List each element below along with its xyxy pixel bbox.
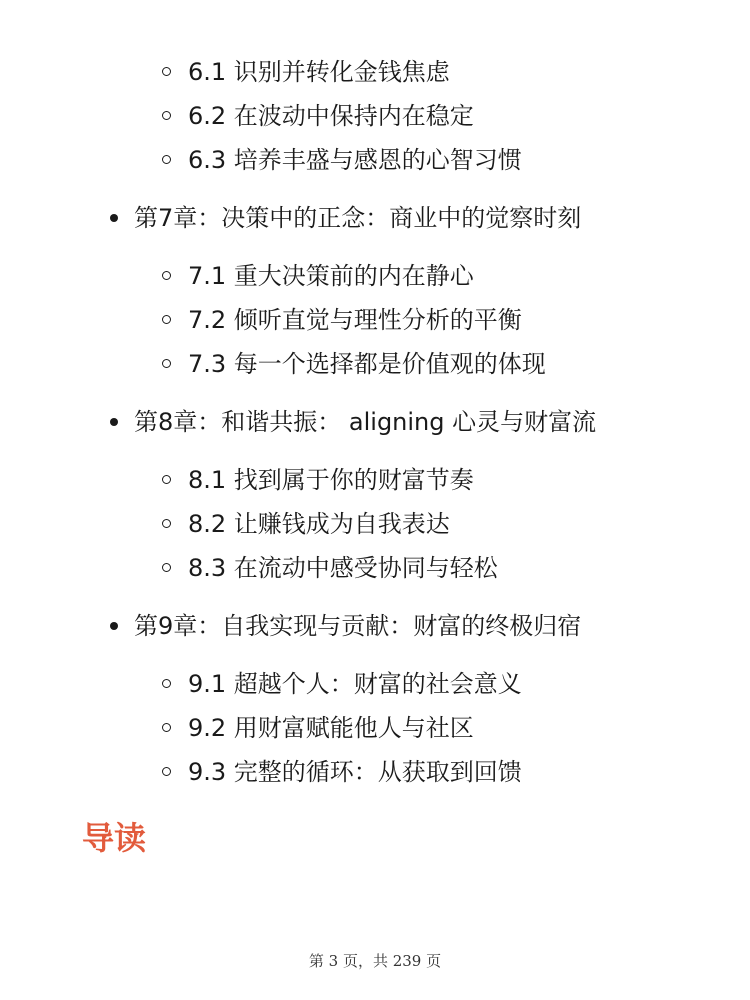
toc-subitem[interactable] (0, 298, 750, 342)
hollow-circle-bullet-icon (162, 315, 171, 324)
toc-section-9 (0, 604, 750, 794)
hollow-circle-bullet-icon (162, 271, 171, 280)
toc-chapter-item[interactable] (0, 604, 750, 648)
filled-dot-bullet-icon (110, 622, 118, 630)
toc-subitem-label: 7.1 重大决策前的内在静心 (188, 262, 474, 290)
toc-subitem[interactable] (0, 662, 750, 706)
toc-subitem-label: 9.3 完整的循环：从获取到回馈 (188, 758, 522, 786)
toc-chapter-label: 第9章：自我实现与贡献：财富的终极归宿 (134, 612, 582, 640)
table-of-contents (0, 50, 750, 794)
toc-subitem[interactable] (0, 254, 750, 298)
toc-chapter-label: 第7章：决策中的正念：商业中的觉察时刻 (134, 204, 582, 232)
toc-subitem-label: 8.1 找到属于你的财富节奏 (188, 466, 474, 494)
toc-subitem[interactable] (0, 546, 750, 590)
toc-subitem[interactable] (0, 342, 750, 386)
toc-subitem-label: 9.2 用财富赋能他人与社区 (188, 714, 474, 742)
toc-subitem-label: 8.3 在流动中感受协同与轻松 (188, 554, 498, 582)
toc-chapter-item[interactable] (0, 400, 750, 444)
toc-subitem[interactable] (0, 458, 750, 502)
toc-subitem[interactable] (0, 94, 750, 138)
hollow-circle-bullet-icon (162, 679, 171, 688)
toc-subitem-label: 6.1 识别并转化金钱焦虑 (188, 58, 450, 86)
hollow-circle-bullet-icon (162, 563, 171, 572)
toc-subitem[interactable] (0, 750, 750, 794)
toc-subitem-label: 6.3 培养丰盛与感恩的心智习惯 (188, 146, 522, 174)
hollow-circle-bullet-icon (162, 359, 171, 368)
toc-subitem-label: 9.1 超越个人：财富的社会意义 (188, 670, 522, 698)
toc-subitem[interactable] (0, 138, 750, 182)
toc-section-8 (0, 400, 750, 590)
toc-subitem-label: 7.2 倾听直觉与理性分析的平衡 (188, 306, 522, 334)
section-heading: 导读 (82, 819, 147, 857)
toc-chapter-item[interactable] (0, 196, 750, 240)
toc-subitem[interactable] (0, 706, 750, 750)
hollow-circle-bullet-icon (162, 767, 171, 776)
toc-section-6 (0, 50, 750, 182)
toc-subitem[interactable] (0, 50, 750, 94)
toc-subitem[interactable] (0, 502, 750, 546)
hollow-circle-bullet-icon (162, 111, 171, 120)
toc-subitem-label: 7.3 每一个选择都是价值观的体现 (188, 350, 546, 378)
hollow-circle-bullet-icon (162, 155, 171, 164)
toc-subitem-label: 6.2 在波动中保持内在稳定 (188, 102, 474, 130)
hollow-circle-bullet-icon (162, 475, 171, 484)
toc-section-7 (0, 196, 750, 386)
toc-subitem-label: 8.2 让赚钱成为自我表达 (188, 510, 450, 538)
filled-dot-bullet-icon (110, 214, 118, 222)
page-number-footer: 第 3 页，共 239 页 (308, 952, 442, 970)
toc-chapter-label: 第8章：和谐共振： aligning 心灵与财富流 (134, 408, 597, 436)
hollow-circle-bullet-icon (162, 67, 171, 76)
filled-dot-bullet-icon (110, 418, 118, 426)
hollow-circle-bullet-icon (162, 519, 171, 528)
hollow-circle-bullet-icon (162, 723, 171, 732)
